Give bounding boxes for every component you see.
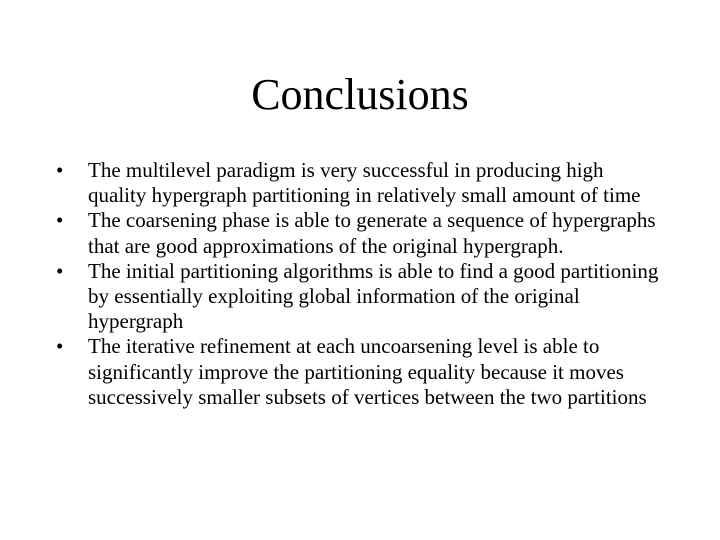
- bullet-icon: •: [56, 258, 64, 283]
- bullet-text: The coarsening phase is able to generate a sequence of hypergraphs that are good approximations of the original hypergraph.: [88, 208, 656, 258]
- bullet-list: [56, 158, 666, 410]
- bullet-icon: •: [56, 158, 64, 182]
- bullet-item-1: [56, 158, 666, 208]
- bullet-icon: •: [56, 334, 64, 359]
- bullet-item-2: [56, 208, 666, 258]
- bullet-item-3: [56, 259, 666, 335]
- bullet-text: The initial partitioning algorithms is able to find a good partitioning by essentially exploiting global information of the original hypergraph: [88, 258, 659, 334]
- bullet-text: The multilevel paradigm is very successful in producing high quality hypergraph partitioning in relatively small amount of time: [88, 158, 641, 208]
- bullet-item-4: [56, 334, 666, 410]
- bullet-text: The iterative refinement at each uncoarsening level is able to significantly improve the partitioning equality because it moves successively smaller subsets of vertices between the two partitions: [88, 334, 647, 409]
- slide-title: Conclusions: [251, 70, 469, 119]
- bullet-icon: •: [56, 208, 64, 233]
